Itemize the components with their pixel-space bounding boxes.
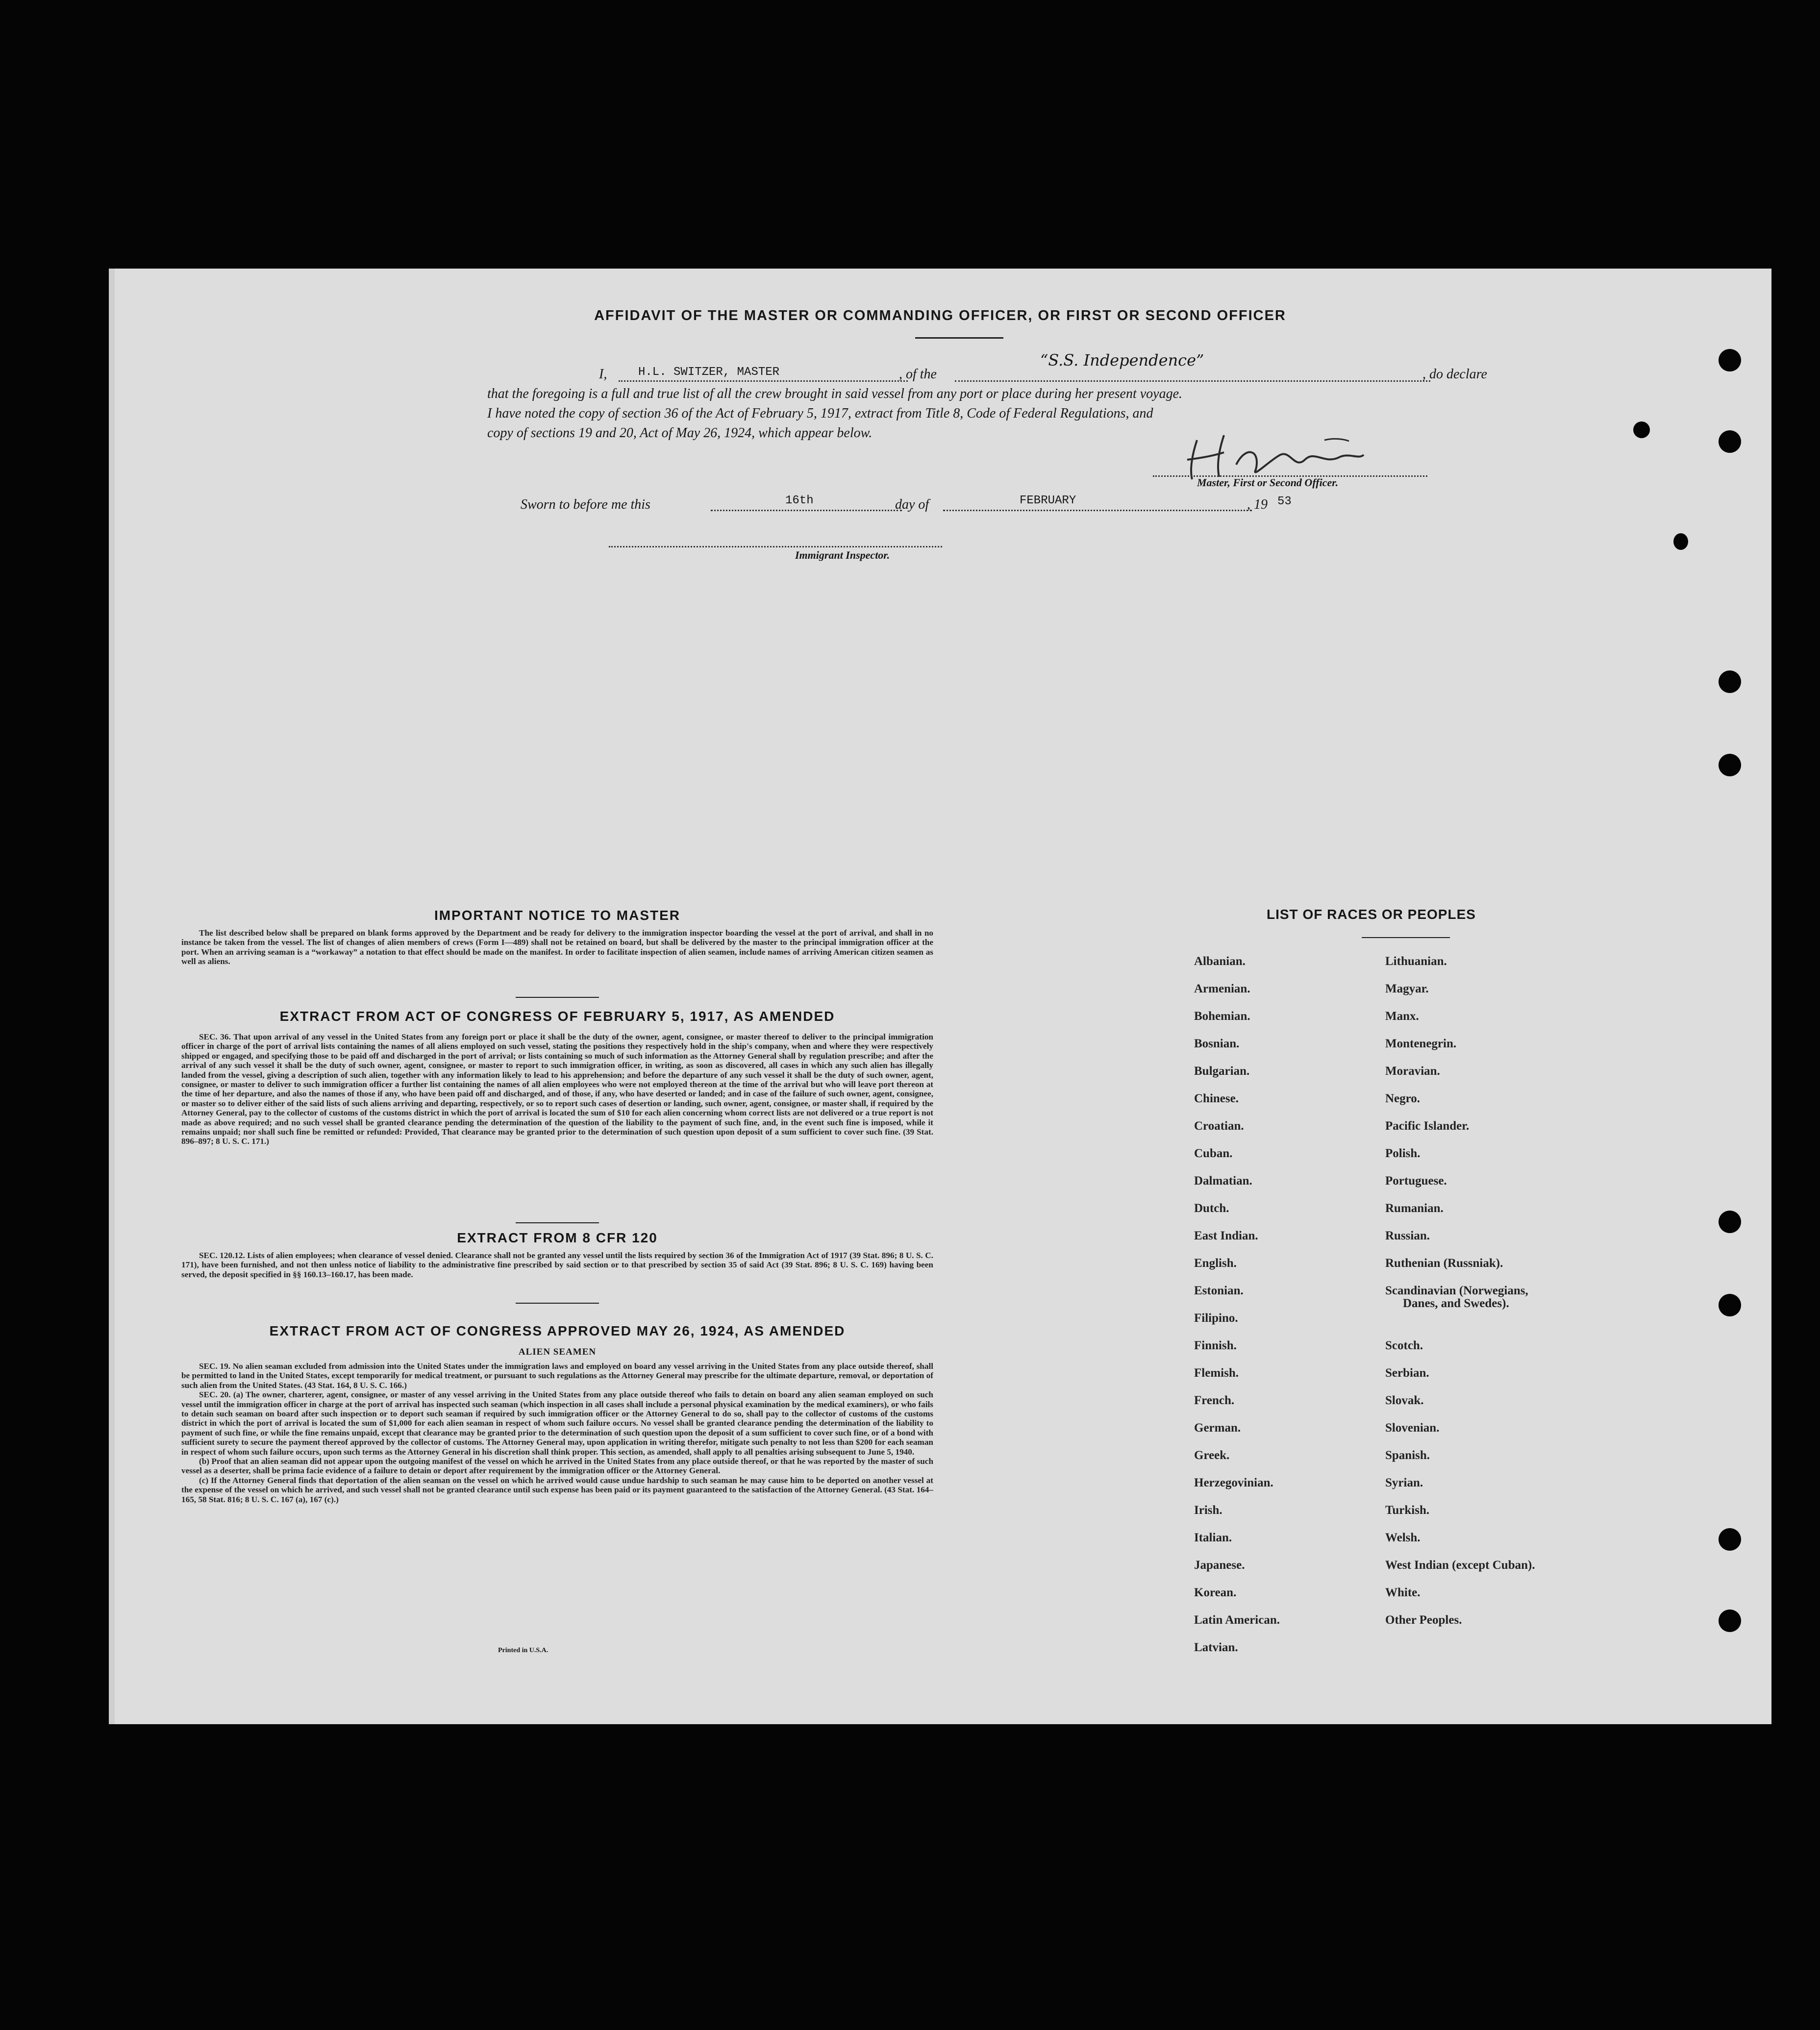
race-item: Scotch. — [1385, 1339, 1423, 1352]
race-item: English. — [1194, 1257, 1237, 1270]
extract-1917-body — [181, 1032, 933, 1146]
race-item: Syrian. — [1385, 1476, 1423, 1489]
sec-19-text: SEC. 19. No alien seaman excluded from admission into the United States under the immigration laws and employed on board any vessel arriving in the United States from any place outside thereof, shall be permitted to land in the United States, except temporarily for medical treatment, or pursuant to such regulations as the Attorney General may prescribe for the ultimate departure, removal, or deportation of such alien from the United States. (43 Stat. 164, 8 U. S. C. 166.) — [181, 1362, 933, 1390]
extract-1917-text: SEC. 36. That upon arrival of any vessel in the United States from any foreign port or place it shall be the duty of the owner, agent, consignee, or master thereof to deliver to the principal immigration officer in charge of the port of arrival lists containing the names of all aliens employed on such vessel, stating the positions they respectively hold in the ship's company, when and where they were respectively shipped or engaged, and specifying those to be paid off and discharged in the port of arrival; or lists containing so much of such information as the Attorney General shall by regulation prescribe; and after the arrival of any such vessel it shall be the duty of such owner, agent, consignee, or master to report to such immigration officer, in writing, as soon as discovered, all cases in which any such alien has illegally landed from the vessel, giving a description of such alien, together with any information likely to lead to his apprehension; and before the departure of any such vessel it shall be the duty of such owner, agent, consignee, or master to deliver to such immigration officer a further list containing the names of all alien employees who were not employed thereon at the time of the arrival but who will leave port thereon at the time of her departure, and also the names of those if any, who have been paid off and discharged, and of those, if any, who have deserted or landed; and in case of the failure of such owner, agent, consignee, or master so to deliver either of the said lists of such aliens arriving and departing, respectively, or so to report such cases of desertion or landing, such owner, agent, consignee, or master shall, if required by the Attorney General, pay to the collector of customs of the customs district in which the port of arrival is located the sum of $10 for each alien concerning whom correct lists are not delivered or a true report is not made as above required; and no such vessel shall be granted clearance pending the determination of the question of the liability to the payment of such fine, and, in the event such fine is imposed, while it remains unpaid; nor shall such fine be remitted or refunded: Provided, That clearance may be granted prior to the determination of such question upon deposit of a sum sufficient to cover such fine. (39 Stat. 896–897; 8 U. S. C. 171.) — [181, 1032, 933, 1146]
of-the-label: , of the — [899, 367, 937, 382]
extract-cfr-title: EXTRACT FROM 8 CFR 120 — [457, 1230, 658, 1245]
do-declare-label: , do declare — [1422, 367, 1487, 382]
punch-hole — [1719, 1609, 1741, 1632]
race-item: White. — [1385, 1586, 1421, 1599]
extract-1917-title: EXTRACT FROM ACT OF CONGRESS OF FEBRUARY 5, 1917, AS AMENDED — [279, 1009, 835, 1024]
punch-hole — [1719, 670, 1741, 693]
printed-in-usa: Printed in U.S.A. — [498, 1647, 548, 1654]
race-item: Rumanian. — [1385, 1202, 1444, 1215]
race-item: Albanian. — [1194, 955, 1246, 968]
punch-hole — [1719, 1528, 1741, 1551]
race-item: Cuban. — [1194, 1147, 1233, 1160]
race-item: Herzegovinian. — [1194, 1476, 1273, 1489]
sworn-day: 16th — [785, 494, 814, 507]
race-item: Greek. — [1194, 1449, 1230, 1462]
race-item: Montenegrin. — [1385, 1037, 1457, 1050]
notice-text: The list described below shall be prepared on blank forms approved by the Department and be ready for delivery to the immigration inspector boarding the vessel at the port of arrival, and shall in no instance be taken from the vessel. The list of changes of alien members of crews (Form I—489) shall not be retained on board, but shall be delivered by the master to the principal immigration officer at the port. When an arriving seaman is a “workaway” a notation to that effect should be made on the manifest. In order to facilitate inspection of alien seamen, include names of arriving American citizen seamen as well as aliens. — [181, 928, 933, 966]
punch-hole — [1719, 754, 1741, 776]
race-item: Flemish. — [1194, 1366, 1239, 1380]
notice-body — [181, 928, 933, 966]
inspector-line — [609, 546, 942, 547]
sec-20b-text: (b) Proof that an alien seaman did not appear upon the outgoing manifest of the vessel on which he arrived in the United States from any place outside thereof, or that he was reported by the master of such vessel as a deserter, shall be prima facie evidence of a failure to detain or deport after requirement by the immigration officer or the Attorney General. — [181, 1457, 933, 1476]
sworn-day-line — [711, 510, 902, 511]
sworn-label: Sworn to before me this — [521, 497, 650, 512]
race-item: Portuguese. — [1385, 1174, 1447, 1188]
race-item: West Indian (except Cuban). — [1385, 1559, 1535, 1572]
punch-hole — [1719, 349, 1741, 371]
race-item: Croatian. — [1194, 1119, 1244, 1133]
race-item: Slovenian. — [1385, 1421, 1440, 1435]
races-title: LIST OF RACES OR PEOPLES — [1267, 907, 1476, 922]
race-item: Japanese. — [1194, 1559, 1245, 1572]
race-item: Polish. — [1385, 1147, 1421, 1160]
race-item: Pacific Islander. — [1385, 1119, 1470, 1133]
race-item: Filipino. — [1194, 1312, 1238, 1325]
race-item: Latvian. — [1194, 1641, 1238, 1654]
notice-rule — [516, 997, 599, 998]
race-item: Serbian. — [1385, 1366, 1429, 1380]
race-item: Bohemian. — [1194, 1010, 1250, 1023]
race-item: Korean. — [1194, 1586, 1237, 1599]
title-rule — [915, 337, 1003, 339]
races-rule — [1362, 937, 1450, 938]
master-name: H.L. SWITZER, MASTER — [638, 366, 780, 379]
race-item: Finnish. — [1194, 1339, 1237, 1352]
race-item: Lithuanian. — [1385, 955, 1447, 968]
race-item: Latin American. — [1194, 1613, 1280, 1627]
extract-cfr-rule — [516, 1303, 599, 1304]
race-item: Chinese. — [1194, 1092, 1239, 1105]
affidavit-line-2: that the foregoing is a full and true list of all the crew brought in said vessel from any port or place during her present voyage. — [487, 386, 1183, 401]
sworn-month-line — [943, 510, 1252, 511]
race-item: Ruthenian (Russniak). — [1385, 1257, 1503, 1270]
extract-1917-rule — [516, 1222, 599, 1223]
page-edge — [109, 269, 115, 1724]
extract-cfr-body — [181, 1251, 933, 1279]
race-item: Manx. — [1385, 1010, 1419, 1023]
punch-hole — [1633, 421, 1650, 438]
race-item: Welsh. — [1385, 1531, 1421, 1544]
manifest-page — [109, 269, 1771, 1724]
race-item: Armenian. — [1194, 982, 1250, 995]
inspector-label: Immigrant Inspector. — [795, 549, 890, 561]
notice-title: IMPORTANT NOTICE TO MASTER — [434, 908, 681, 923]
punch-hole — [1719, 1294, 1741, 1316]
day-of-label: day of — [895, 497, 929, 512]
affidavit-line-3: I have noted the copy of section 36 of the Act of February 5, 1917, extract from Title 8, Code of Federal Regulations, and — [487, 406, 1153, 421]
race-item: Slovak. — [1385, 1394, 1424, 1407]
sec-20c-text: (c) If the Attorney General finds that deportation of the alien seaman on the vessel on which he arrived would cause undue hardship to such seaman he may cause him to be deported on another vessel at the expense of the vessel on which he arrived, and such vessel shall not be granted clearance until such expense has been paid or its payment guaranteed to the satisfaction of the Attorney General. (43 Stat. 164–165, 58 Stat. 816; 8 U. S. C. 167 (a), 167 (c).) — [181, 1475, 933, 1504]
race-item: German. — [1194, 1421, 1241, 1435]
punch-hole — [1719, 1211, 1741, 1233]
race-item: Magyar. — [1385, 982, 1429, 995]
race-item: East Indian. — [1194, 1229, 1258, 1242]
race-item: Moravian. — [1385, 1065, 1440, 1078]
race-item: Scandinavian (Norwegians, — [1385, 1284, 1528, 1297]
race-item: Dutch. — [1194, 1202, 1229, 1215]
race-item: Bosnian. — [1194, 1037, 1240, 1050]
affidavit-line-4: copy of sections 19 and 20, Act of May 26, 1924, which appear below. — [487, 425, 873, 441]
punch-hole — [1673, 533, 1688, 550]
race-item: Bulgarian. — [1194, 1065, 1250, 1078]
punch-hole — [1719, 430, 1741, 453]
vessel-name: “S.S. Independence” — [1040, 351, 1204, 370]
race-item: Irish. — [1194, 1504, 1222, 1517]
race-item: Dalmatian. — [1194, 1174, 1252, 1188]
extract-1924-title: EXTRACT FROM ACT OF CONGRESS APPROVED MAY 26, 1924, AS AMENDED — [269, 1323, 846, 1338]
race-item: Russian. — [1385, 1229, 1430, 1242]
signature-caption: Master, First or Second Officer. — [1197, 476, 1339, 489]
sec-20a-text: SEC. 20. (a) The owner, charterer, agent, consignee, or master of any vessel arriving in the United States from any place outside thereof who fails to detain on board any alien seaman employed on such vessel until the immigration officer in charge at the port of arrival has inspected such seaman (which inspection in all cases shall include a personal physical examination by the medical examiners), or who fails to detain such seaman on board after such inspection or to deport such seaman if required by such immigration officer or the Attorney General to do so, shall pay to the collector of customs of the customs district in which the port of arrival is located the sum of $1,000 for each alien seaman in respect of whom such failure occurs. No vessel shall be granted clearance pending the determination of the liability to payment of such fine, or while the fine remains unpaid, except that clearance may be granted prior to the determination of such question upon the deposit of a sum sufficient to cover such fine, or of a bond with sufficient surety to secure the payment thereof approved by the collector of customs. The Attorney General may, upon application in writing therefor, mitigate such penalty to not less than $200 for each seaman in respect of whom such failure occurs, upon such terms as the Attorney General in his discretion shall think proper. This section, as amended, shall apply to all penalties arising subsequent to June 5, 1940. — [181, 1390, 933, 1457]
race-item: Negro. — [1385, 1092, 1421, 1105]
race-item: Danes, and Swedes). — [1403, 1297, 1509, 1310]
race-item: Estonian. — [1194, 1284, 1244, 1297]
race-item: French. — [1194, 1394, 1235, 1407]
extract-cfr-text: SEC. 120.12. Lists of alien employees; when clearance of vessel denied. Clearance shall not be granted any vessel until the lists required by section 36 of the Immigration Act of 1917 (39 Stat. 896; 8 U. S. C. 171), have been furnished, and not then unless notice of liability to the administrative fine prescribed by said section or to that prescribed by section 35 of said Act (39 Stat. 896; 8 U. S. C. 169) having been served, the deposit specified in §§ 160.13–160.17, has been made. — [181, 1251, 933, 1279]
vessel-name-line — [955, 380, 1430, 382]
race-item: Italian. — [1194, 1531, 1232, 1544]
year-prefix: , 19 — [1247, 497, 1268, 512]
affidavit-title: AFFIDAVIT OF THE MASTER OR COMMANDING OFFICER, OR FIRST OR SECOND OFFICER — [594, 308, 1286, 323]
race-item: Other Peoples. — [1385, 1613, 1462, 1627]
race-item: Turkish. — [1385, 1504, 1430, 1517]
extract-1924-body — [181, 1362, 933, 1504]
sworn-month: FEBRUARY — [1020, 494, 1076, 507]
year-suffix: 53 — [1277, 495, 1292, 508]
race-item: Spanish. — [1385, 1449, 1430, 1462]
master-name-line — [619, 380, 908, 382]
alien-seamen-subtitle: ALIEN SEAMEN — [518, 1347, 597, 1357]
affidavit-i-label: I, — [599, 367, 607, 382]
